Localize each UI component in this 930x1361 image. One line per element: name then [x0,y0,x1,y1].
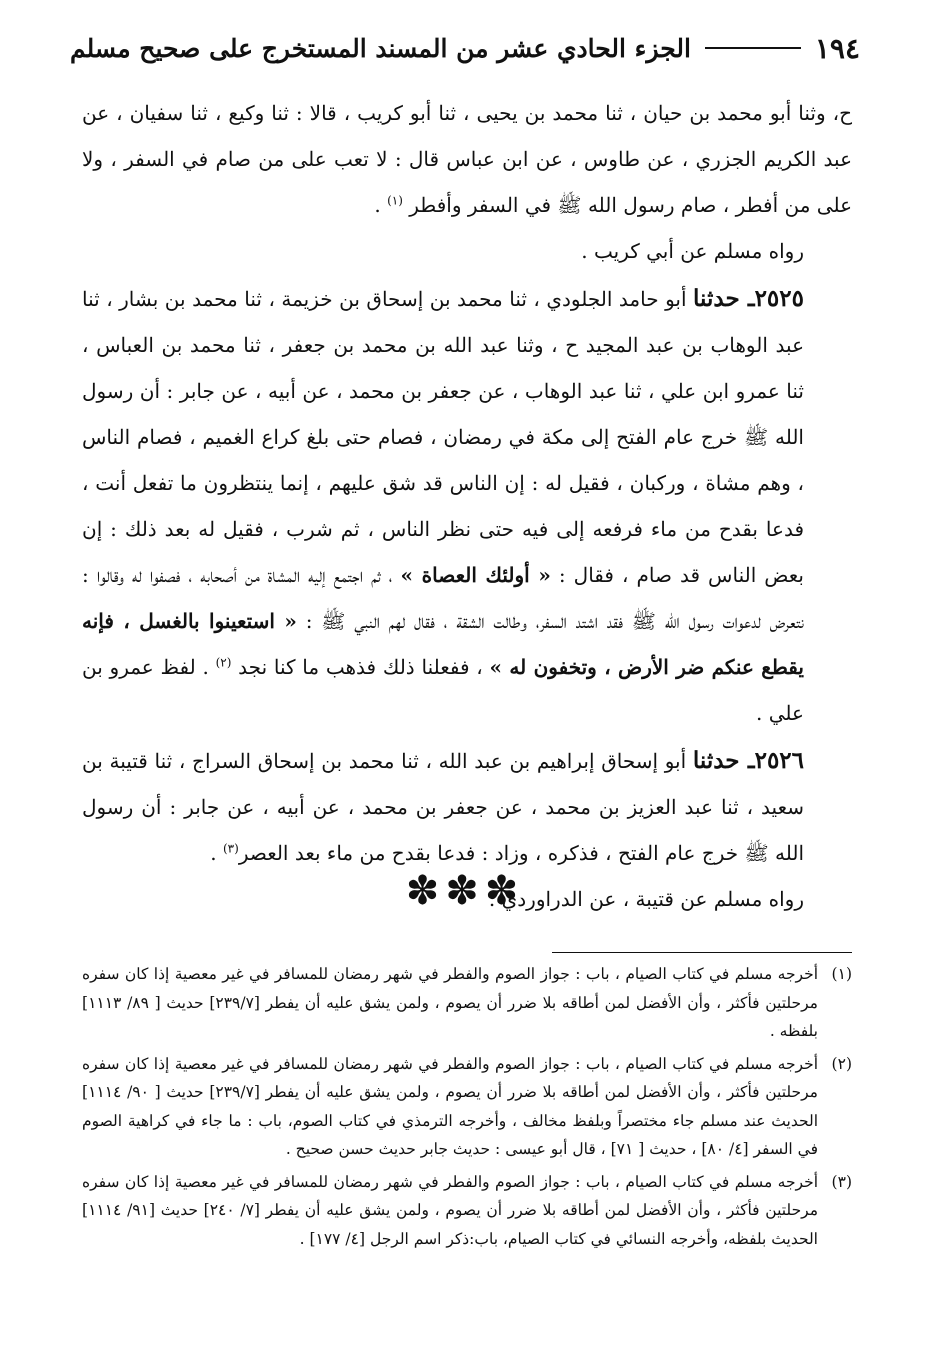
page-header [70,22,860,74]
main-text [82,90,852,922]
footnote-1 [82,960,852,1046]
hadith-2526: ٢٥٢٦ـ حدثنا أبو إسحاق إبراهيم بن عبد الله ، ثنا محمد بن إسحاق السراج ، ثنا قتيبة بن سعيد ، ثنا عبد العزيز بن محمد ، عن جعفر بن محمد ، عن أبيه ، عن جابر : أن رسول الله ﷺ خرج عام الفتح ، فذكره ، وزاد : فدعا بقدح من ماء بعد العصر$^{(٣)}$ . [82,747,805,865]
paragraph-isnad-1: ح، وثنا أبو محمد بن حيان ، ثنا محمد بن يحيى ، ثنا أبو كريب ، قالا : ثنا وكيع ، ثنا سفيان ، عن عبد الكريم الجزري ، عن طاوس ، عن ابن عباس قال : لا تعب على من صام في السفر ، ولا على من أفطر ، صام رسول الله ﷺ في السفر وأفطر $^{(١)}$ . [82,101,852,217]
paragraph-narration-2: رواه مسلم عن قتيبة ، عن الدراوردي . [488,887,804,911]
prophetic-quote: « استعينوا بالغسل ، فإنه يقطع عنكم ضر الأرض ، وتخفون له » [82,609,804,679]
footnote-number: (٣) [831,1172,852,1191]
footnote-text: أخرجه مسلم في كتاب الصيام ، باب : جواز الصوم والفطر في شهر رمضان للمسافر في غير معصية إذا كان سفره مرحلتين فأكثر ، وأن الأفضل لمن أطاقه بلا ضرر أن يصوم ، ولمن يشق عليه أن يفطر [٢٣٩/٧] حديث [ ٨٩/ ١١١٣] بلفظه . [82,965,818,1040]
footnote-number: (١) [831,965,852,983]
footnote-text: أخرجه مسلم في كتاب الصيام ، باب : جواز الصوم والفطر في شهر رمضان للمسافر في غير معصية إذا كان سفره مرحلتين فأكثر ، وأن الأفضل لمن أطاقه بلا ضرر أن يصوم ، ولمن يشق عليه أن يفطر [٢٣٩/٧] حديث [ ٩٠/ ١١١٤] الحديث عند مسلم جاء مختصراً وبلفظ مخالف ، وأخرجه الترمذي في كتاب الصوم، باب : ما جاء في كراهية الصوم في السفر [٤/ ٨٠] ، حديث [ ٧١] ، قال أبو عيسى : حديث جابر حديث حسن صحيح . [82,1054,818,1158]
footnote-2 [82,1050,852,1164]
paragraph-narration-1: رواه مسلم عن أبي كريب . [581,239,804,263]
footnote-rule [552,952,852,953]
hadith-lead-word: ـ حدثنا [693,285,755,312]
footnote-number: (٢) [831,1054,852,1073]
footnote-ref-1: (١) [387,193,403,208]
header-rule [705,47,801,49]
hadith-2525: ٢٥٢٥ـ حدثنا أبو حامد الجلودي ، ثنا محمد بن إسحاق بن خزيمة ، ثنا محمد بن بشار ، ثنا عبد الوهاب بن عبد المجيد ح ، وثنا عبد الله بن محمد بن جعفر ، ثنا محمد بن العباس ، ثنا عمرو ابن علي ، ثنا عبد الوهاب ، عن جعفر بن محمد ، عن أبيه ، عن جابر : أن رسول الله ﷺ خرج عام الفتح إلى مكة في رمضان ، فصام حتى بلغ كراع الغميم ، فصام الناس ، وهم مشاة ، وركبان ، فقيل له : إن الناس قد شق عليهم ، إنما ينتظرون ما تفعل أنت ، فدعا بقدح من ماء فرفعه إلى فيه حتى نظر الناس ، ثم شرب ، فقيل له بعد ذلك : إن بعض الناس قد صام ، فقال : « أولئك العصاة » ، ثم اجتمع إليه المشاة من أصحابه ، فصفوا له وقالوا : نتعرض لدعوات رسول الله ﷺ فقد اشتد السفر، وطالت الشقة ، فقال لهم النبي ﷺ : « استعينوا بالغسل ، فإنه يقطع عنكم ضر الأرض ، وتخفون له » ، ففعلنا ذلك فذهب ما كنا نجد $^{(٢)}$ . لفظ عمرو بن علي . [82,285,805,725]
page-number: ١٩٤ [814,31,860,65]
footnote-ref-2: (٢) [215,655,232,670]
footnote-text: أخرجه مسلم في كتاب الصيام ، باب : جواز الصوم والفطر في شهر رمضان للمسافر في غير معصية إذا كان سفره مرحلتين فأكثر ، وأن الأفضل لمن أطاقه بلا ضرر أن يصوم ، ولمن يشق عليه أن يفطر [٧/ ٢٤٠] حديث [٩١/ ١١١٤] الحديث بلفظه، وأخرجه النسائي في كتاب الصيام، باب:ذكر اسم الرجل [٤/ ١٧٧] . [82,1172,818,1248]
prophetic-quote: « أولئك العصاة » [400,563,551,587]
footnotes [82,960,852,1257]
hadith-lead-word: ـ حدثنا [692,747,755,774]
hadith-number: ٢٥٢٥ [754,285,804,312]
footnote-3 [82,1168,852,1254]
footnote-ref-3: (٣) [222,841,239,856]
hadith-number: ٢٥٢٦ [754,747,805,774]
running-title: الجزء الحادي عشر من المسند المستخرج على صحيح مسلم [70,33,691,63]
section-separator: ✽✽✽ [405,868,525,914]
